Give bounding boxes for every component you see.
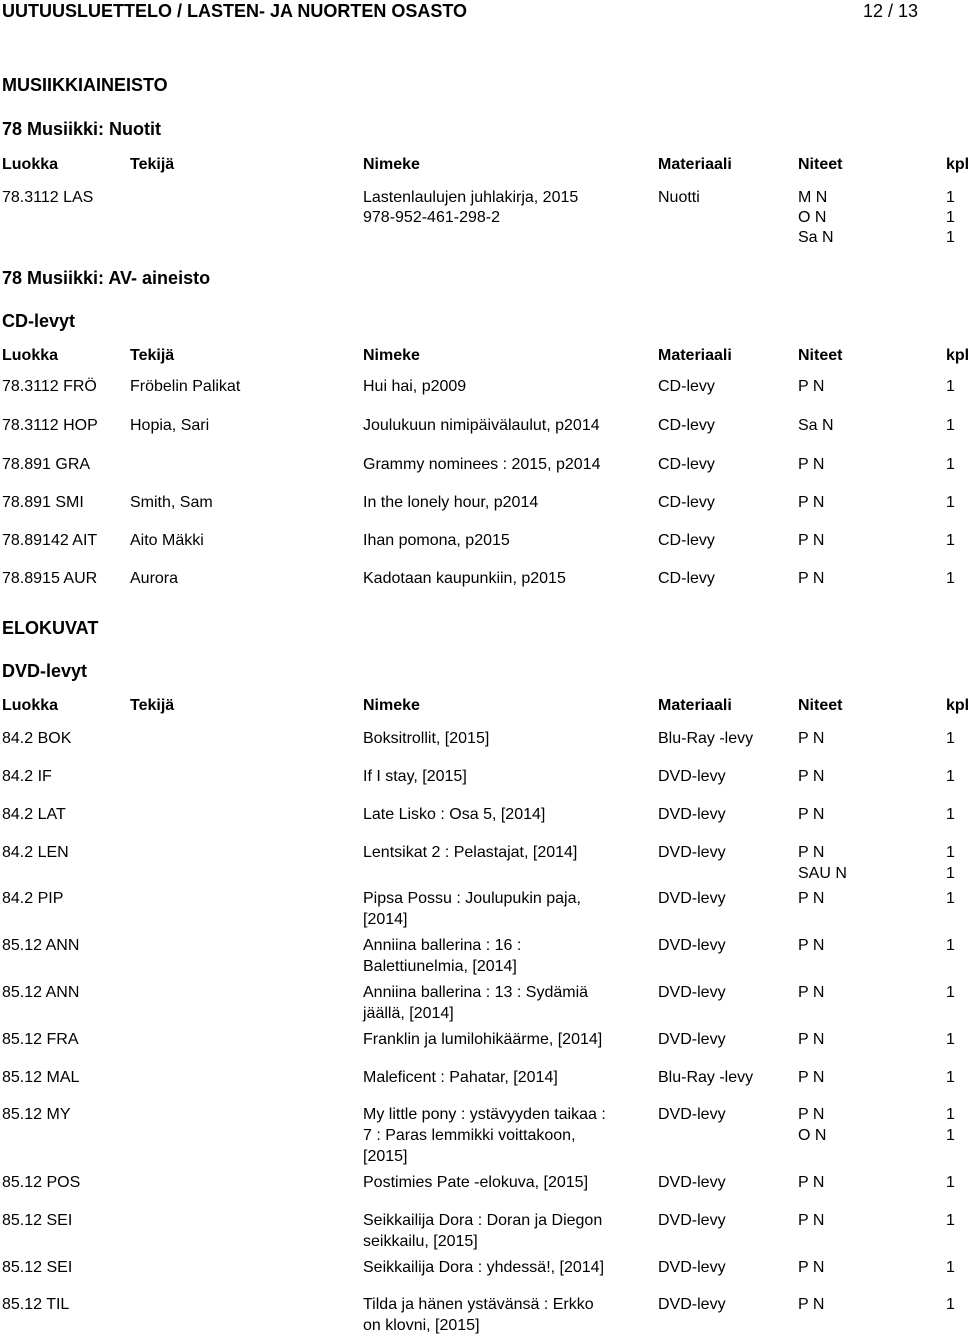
cell-niteet xyxy=(798,843,847,885)
nimeke-line: jäällä, [2014] xyxy=(363,1005,454,1022)
cell-luokka: 84.2 LEN xyxy=(2,844,69,861)
cell-nimeke xyxy=(363,983,643,1025)
cell-nimeke: In the lonely hour, p2014 xyxy=(363,494,539,511)
cell-kpl xyxy=(946,983,955,1004)
cell-kpl xyxy=(946,805,955,826)
kpl-line: 1 xyxy=(946,1106,955,1123)
nimeke-line: Postimies Pate -elokuva, [2015] xyxy=(363,1174,589,1191)
cell-niteet xyxy=(798,1211,824,1232)
nimeke-line: Lentsikat 2 : Pelastajat, [2014] xyxy=(363,844,578,861)
cell-nimeke xyxy=(363,936,643,978)
cell-kpl: 1 xyxy=(946,417,955,434)
kpl-line: 1 xyxy=(946,1259,955,1276)
cell-nimeke: Ihan pomona, p2015 xyxy=(363,532,510,549)
niteet-line: P N xyxy=(798,1031,825,1048)
nimeke-line: Maleficent : Pahatar, [2014] xyxy=(363,1069,558,1086)
document-title: UUTUUSLUETTELO / LASTEN- JA NUORTEN OSASTO xyxy=(2,1,468,21)
col-tekija: Tekijä xyxy=(130,697,175,714)
cell-materiaali: Blu-Ray -levy xyxy=(658,730,754,747)
cell-kpl xyxy=(946,1211,955,1232)
cell-materiaali: DVD-levy xyxy=(658,984,726,1001)
cell-luokka: 78.891 GRA xyxy=(2,456,91,473)
cell-luokka: 78.3112 HOP xyxy=(2,417,98,434)
cell-materiaali: CD-levy xyxy=(658,494,715,511)
cell-materiaali: DVD-levy xyxy=(658,1212,726,1229)
kpl-line: 1 xyxy=(946,1069,955,1086)
niteet-line: P N xyxy=(798,1106,825,1123)
niteet-line: P N xyxy=(798,806,825,823)
kpl-line: 1 xyxy=(946,806,955,823)
subsection-title-sheet-music: 78 Musiikki: Nuotit xyxy=(2,119,162,139)
nimeke-line: Seikkailija Dora : Doran ja Diegon xyxy=(363,1212,603,1229)
col-niteet: Niteet xyxy=(798,156,843,173)
cell-materiaali: CD-levy xyxy=(658,417,715,434)
niteet-line: SAU N xyxy=(798,865,847,882)
cell-luokka: 85.12 MY xyxy=(2,1106,71,1123)
kpl-line: 1 xyxy=(946,209,955,226)
nimeke-line: [2015] xyxy=(363,1148,408,1165)
col-tekija: Tekijä xyxy=(130,347,175,364)
cell-tekija: Smith, Sam xyxy=(130,494,213,511)
cell-materiaali: DVD-levy xyxy=(658,1259,726,1276)
cell-niteet xyxy=(798,1030,824,1051)
cell-luokka: 85.12 ANN xyxy=(2,937,80,954)
col-niteet: Niteet xyxy=(798,347,843,364)
niteet-line: P N xyxy=(798,730,825,747)
niteet-line: M N xyxy=(798,189,828,206)
cell-materiaali: Nuotti xyxy=(658,189,700,206)
cell-materiaali: Blu-Ray -levy xyxy=(658,1069,754,1086)
cell-kpl xyxy=(946,936,955,957)
cell-nimeke xyxy=(363,729,643,750)
nimeke-line: Late Lisko : Osa 5, [2014] xyxy=(363,806,546,823)
nimeke-line: 7 : Paras lemmikki voittakoon, xyxy=(363,1127,576,1144)
kpl-line: 1 xyxy=(946,768,955,785)
niteet-line: O N xyxy=(798,209,827,226)
cell-niteet xyxy=(798,767,824,788)
cell-materiaali: DVD-levy xyxy=(658,937,726,954)
cell-niteet xyxy=(798,1173,824,1194)
cell-luokka: 85.12 FRA xyxy=(2,1031,79,1048)
cell-nimeke xyxy=(363,1295,643,1337)
col-materiaali: Materiaali xyxy=(658,347,732,364)
cell-niteet: P N xyxy=(798,378,825,395)
cell-kpl xyxy=(946,729,955,750)
cell-nimeke xyxy=(363,1211,643,1253)
cell-kpl xyxy=(946,843,955,885)
niteet-line: P N xyxy=(798,984,825,1001)
cell-kpl: 1 xyxy=(946,570,955,587)
nimeke-line: Boksitrollit, [2015] xyxy=(363,730,490,747)
niteet-line: P N xyxy=(798,1069,825,1086)
kpl-line: 1 xyxy=(946,189,955,206)
cell-niteet xyxy=(798,983,824,1004)
nimeke-line: seikkailu, [2015] xyxy=(363,1233,478,1250)
col-kpl: kpl xyxy=(946,347,969,364)
subsection-title-av: 78 Musiikki: AV- aineisto xyxy=(2,268,211,288)
kpl-line: 1 xyxy=(946,984,955,1001)
cell-niteet xyxy=(798,729,824,750)
cell-luokka: 78.3112 LAS xyxy=(2,189,94,206)
niteet-line: O N xyxy=(798,1127,827,1144)
cell-luokka: 85.12 SEI xyxy=(2,1212,73,1229)
cell-kpl xyxy=(946,889,955,910)
col-tekija: Tekijä xyxy=(130,156,175,173)
cell-nimeke xyxy=(363,1258,643,1279)
cell-tekija: Aurora xyxy=(130,570,179,587)
cell-materiaali: DVD-levy xyxy=(658,890,726,907)
nimeke-line: Seikkailija Dora : yhdessä!, [2014] xyxy=(363,1259,605,1276)
niteet-line: P N xyxy=(798,768,825,785)
cell-niteet: Sa N xyxy=(798,417,834,434)
cell-tekija: Hopia, Sari xyxy=(130,417,210,434)
col-luokka: Luokka xyxy=(2,347,59,364)
cell-kpl xyxy=(946,1068,955,1089)
niteet-line: P N xyxy=(798,1174,825,1191)
kpl-line: 1 xyxy=(946,1296,955,1313)
nimeke-line: [2014] xyxy=(363,911,408,928)
col-nimeke: Nimeke xyxy=(363,697,420,714)
col-luokka: Luokka xyxy=(2,156,59,173)
cell-luokka: 85.12 TIL xyxy=(2,1296,70,1313)
cell-nimeke: Hui hai, p2009 xyxy=(363,378,467,395)
col-materiaali: Materiaali xyxy=(658,697,732,714)
cell-kpl xyxy=(946,1030,955,1051)
kpl-line: 1 xyxy=(946,229,955,246)
kpl-line: 1 xyxy=(946,1174,955,1191)
cell-nimeke: Kadotaan kaupunkiin, p2015 xyxy=(363,570,566,587)
cell-niteet xyxy=(798,889,824,910)
kpl-line: 1 xyxy=(946,1031,955,1048)
cell-kpl xyxy=(946,1105,955,1147)
kpl-line: 1 xyxy=(946,730,955,747)
col-niteet: Niteet xyxy=(798,697,843,714)
cell-kpl xyxy=(946,767,955,788)
col-nimeke: Nimeke xyxy=(363,347,420,364)
kpl-line: 1 xyxy=(946,937,955,954)
cell-luokka: 84.2 IF xyxy=(2,768,52,785)
cell-nimeke xyxy=(363,843,643,864)
section-title-music: MUSIIKKIAINEISTO xyxy=(2,75,168,95)
cell-materiaali: CD-levy xyxy=(658,456,715,473)
cell-kpl xyxy=(946,1295,955,1316)
cell-materiaali: DVD-levy xyxy=(658,806,726,823)
nimeke-line: Anniina ballerina : 13 : Sydämiä xyxy=(363,984,589,1001)
col-luokka: Luokka xyxy=(2,697,59,714)
cell-luokka: 84.2 LAT xyxy=(2,806,66,823)
cell-luokka: 85.12 POS xyxy=(2,1174,81,1191)
col-kpl: kpl xyxy=(946,156,969,173)
cell-niteet xyxy=(798,188,834,248)
cell-nimeke xyxy=(363,1068,643,1089)
cell-kpl: 1 xyxy=(946,532,955,549)
subsection-title-dvd: DVD-levyt xyxy=(2,661,88,681)
nimeke-line: Pipsa Possu : Joulupukin paja, xyxy=(363,890,581,907)
cell-materiaali: DVD-levy xyxy=(658,1031,726,1048)
cell-luokka: 78.8915 AUR xyxy=(2,570,98,587)
cell-niteet xyxy=(798,1258,824,1279)
cell-materiaali: CD-levy xyxy=(658,532,715,549)
nimeke-line: on klovni, [2015] xyxy=(363,1317,480,1334)
kpl-line: 1 xyxy=(946,844,955,861)
cell-nimeke xyxy=(363,1105,643,1168)
cell-luokka: 84.2 BOK xyxy=(2,730,72,747)
col-kpl: kpl xyxy=(946,697,969,714)
niteet-line: Sa N xyxy=(798,229,834,246)
cell-kpl: 1 xyxy=(946,456,955,473)
cell-nimeke xyxy=(363,805,643,826)
cell-niteet xyxy=(798,1295,824,1316)
cell-materiaali: DVD-levy xyxy=(658,768,726,785)
nimeke-line: Lastenlaulujen juhlakirja, 2015 xyxy=(363,189,579,206)
cell-luokka: 78.3112 FRÖ xyxy=(2,378,97,395)
niteet-line: P N xyxy=(798,844,825,861)
nimeke-line: Balettiunelmia, [2014] xyxy=(363,958,517,975)
section-title-films: ELOKUVAT xyxy=(2,618,99,638)
kpl-line: 1 xyxy=(946,865,955,882)
kpl-line: 1 xyxy=(946,890,955,907)
col-nimeke: Nimeke xyxy=(363,156,420,173)
cell-tekija: Aito Mäkki xyxy=(130,532,204,549)
cell-niteet xyxy=(798,936,824,957)
niteet-line: P N xyxy=(798,1296,825,1313)
cell-nimeke xyxy=(363,188,643,228)
niteet-line: P N xyxy=(798,1212,825,1229)
nimeke-line: My little pony : ystävyyden taikaa : xyxy=(363,1106,606,1123)
cell-nimeke xyxy=(363,889,643,931)
cell-luokka: 78.89142 AIT xyxy=(2,532,98,549)
cell-kpl xyxy=(946,1173,955,1194)
cell-luokka: 78.891 SMI xyxy=(2,494,84,511)
cell-materiaali: CD-levy xyxy=(658,570,715,587)
isbn-line: 978-952-461-298-2 xyxy=(363,209,500,226)
cell-niteet: P N xyxy=(798,532,825,549)
cell-niteet xyxy=(798,1068,824,1089)
cell-niteet xyxy=(798,805,824,826)
cell-tekija: Fröbelin Palikat xyxy=(130,378,241,395)
niteet-line: P N xyxy=(798,890,825,907)
subsection-title-cd: CD-levyt xyxy=(2,311,76,331)
niteet-line: P N xyxy=(798,937,825,954)
page-number: 12 / 13 xyxy=(863,1,919,21)
cell-niteet xyxy=(798,1105,826,1147)
kpl-line: 1 xyxy=(946,1127,955,1144)
cell-nimeke: Joulukuun nimipäivälaulut, p2014 xyxy=(363,417,600,434)
cell-kpl: 1 xyxy=(946,494,955,511)
cell-kpl: 1 xyxy=(946,378,955,395)
cell-materiaali: DVD-levy xyxy=(658,1296,726,1313)
cell-niteet: P N xyxy=(798,494,825,511)
cell-materiaali: CD-levy xyxy=(658,378,715,395)
nimeke-line: Tilda ja hänen ystävänsä : Erkko xyxy=(363,1296,594,1313)
cell-nimeke: Grammy nominees : 2015, p2014 xyxy=(363,456,601,473)
cell-kpl xyxy=(946,188,955,248)
niteet-line: P N xyxy=(798,1259,825,1276)
cell-luokka: 85.12 SEI xyxy=(2,1259,73,1276)
cell-materiaali: DVD-levy xyxy=(658,844,726,861)
cell-nimeke xyxy=(363,1030,643,1051)
cell-luokka: 84.2 PIP xyxy=(2,890,64,907)
cell-materiaali: DVD-levy xyxy=(658,1174,726,1191)
nimeke-line: If I stay, [2015] xyxy=(363,768,467,785)
cell-niteet: P N xyxy=(798,570,825,587)
kpl-line: 1 xyxy=(946,1212,955,1229)
cell-niteet: P N xyxy=(798,456,825,473)
cell-luokka: 85.12 ANN xyxy=(2,984,80,1001)
nimeke-line: Franklin ja lumilohikäärme, [2014] xyxy=(363,1031,603,1048)
cell-materiaali: DVD-levy xyxy=(658,1106,726,1123)
col-materiaali: Materiaali xyxy=(658,156,732,173)
cell-nimeke xyxy=(363,1173,643,1194)
cell-kpl xyxy=(946,1258,955,1279)
cell-luokka: 85.12 MAL xyxy=(2,1069,80,1086)
cell-nimeke xyxy=(363,767,643,788)
nimeke-line: Anniina ballerina : 16 : xyxy=(363,937,522,954)
